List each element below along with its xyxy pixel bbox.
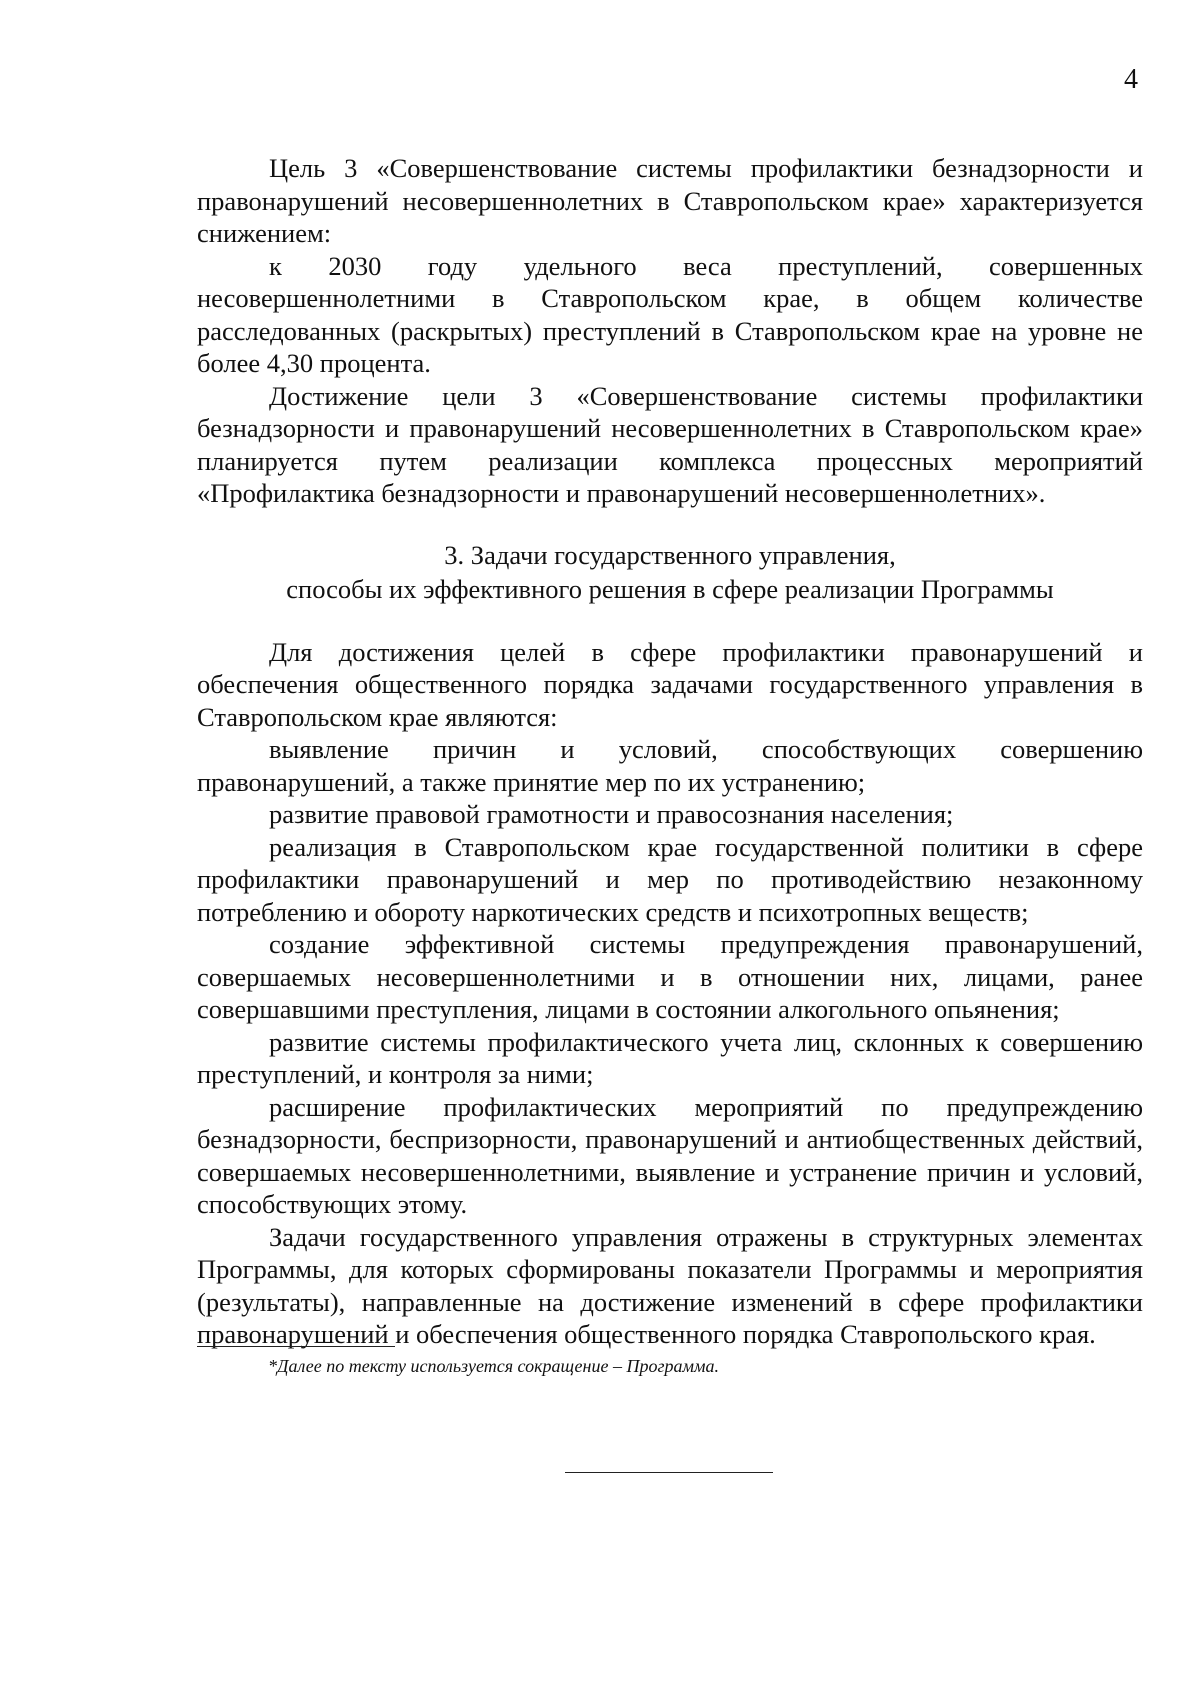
section-heading-line-2: способы их эффективного решения в сфере реализации Программы xyxy=(286,573,1054,604)
paragraph-goal-3-achievement: Достижение цели 3 «Совершенствование системы профилактики безнадзорности и правонарушений несовершеннолетних в Ставропольском крае» планируется путем реализации комплекса процессных мероприятий «Профилактика безнадзорности и правонарушений несовершеннолетних». xyxy=(197,380,1143,508)
paragraph-tasks-intro: Для достижения целей в сфере профилактики правонарушений и обеспечения общественного порядка задачами государственного управления в Ставропольском крае являются: xyxy=(197,636,1143,732)
footnote-divider xyxy=(197,1346,395,1347)
section-heading-line-1: 3. Задачи государственного управления, xyxy=(444,539,896,570)
footnote-text: *Далее по тексту используется сокращение – Программа. xyxy=(268,1356,719,1376)
end-of-page-divider xyxy=(565,1472,773,1473)
paragraph-task-item: реализация в Ставропольском крае государственной политики в сфере профилактики правонарушений и мер по противодействию незаконному потреблению и обороту наркотических средств и психотропных веществ; xyxy=(197,831,1143,927)
paragraph-task-item: создание эффективной системы предупреждения правонарушений, совершаемых несовершеннолетними и в отношении них, лицами, ранее совершавшими преступления, лицами в состоянии алкогольного опьянения; xyxy=(197,929,1143,1024)
paragraph-goal-3-target: к 2030 году удельного веса преступлений, совершенных несовершеннолетними в Ставропольском крае, в общем количестве расследованных (раскрытых) преступлений в Ставропольском крае на уровне не более 4,30 процента. xyxy=(197,250,1143,378)
paragraph-goal-3: Цель 3 «Совершенствование системы профилактики безнадзорности и правонарушений несовершеннолетних в Ставропольском крае» характеризуется снижением: xyxy=(197,153,1143,248)
paragraph-task-item: развитие системы профилактического учета лиц, склонных к совершению преступлений, и контроля за ними; xyxy=(197,1026,1143,1089)
paragraph-task-item: расширение профилактических мероприятий по предупреждению безнадзорности, беспризорности, правонарушений и антиобщественных действий, совершаемых несовершеннолетними, выявление и устранение причин и условий, способствующих этому. xyxy=(197,1091,1143,1219)
section-heading xyxy=(197,538,1143,606)
paragraph-task-item: выявление причин и условий, способствующих совершению правонарушений, а также принятие мер по их устранению; xyxy=(197,734,1143,797)
paragraph-tasks-summary: Задачи государственного управления отражены в структурных элементах Программы, для которых сформированы показатели Программы и мероприятия (результаты), направленные на достижение изменений в сфере профилактики правонарушений и обеспечения общественного порядка Ставропольского края. xyxy=(197,1221,1143,1349)
page-number: 4 xyxy=(1124,64,1138,95)
paragraph-task-item: развитие правовой грамотности и правосознания населения; xyxy=(269,799,954,829)
document-body xyxy=(197,152,1143,1351)
